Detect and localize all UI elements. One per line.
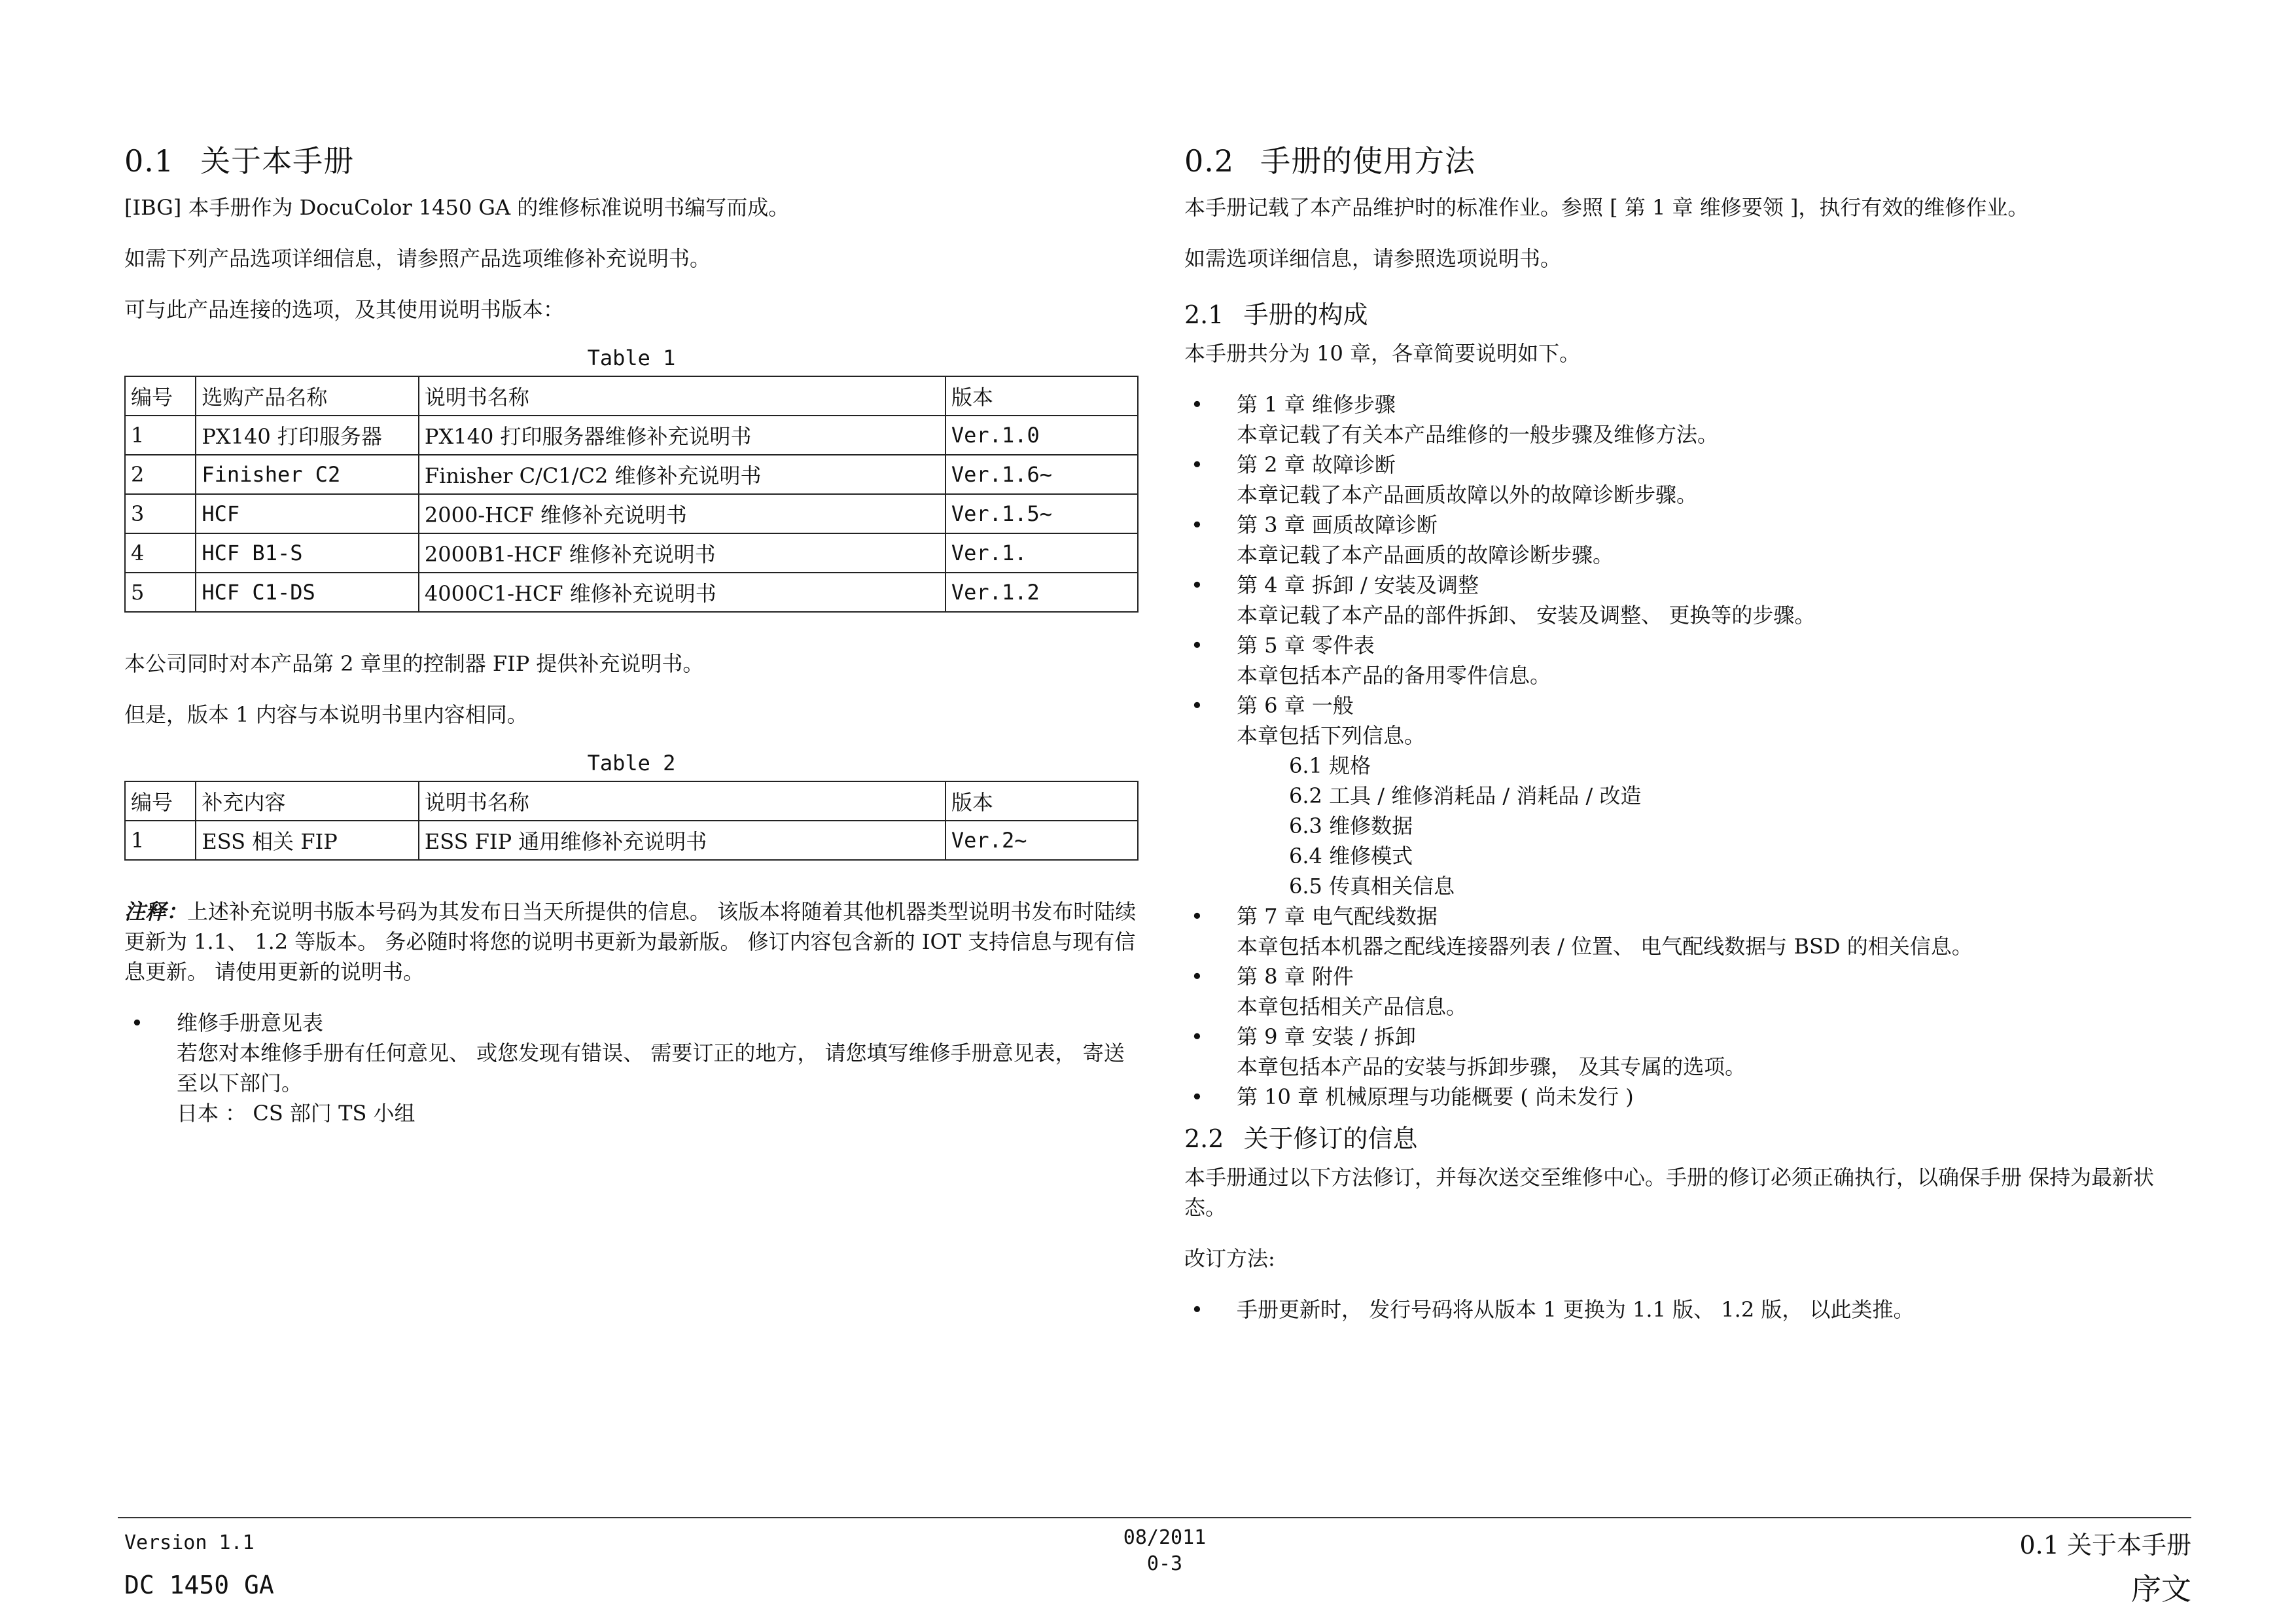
paragraph: 如需下列产品选项详细信息，请参照产品选项维修补充说明书。 [124,246,711,271]
right-column [1184,137,2192,1331]
table-cell: Ver.1.2 [945,573,1138,612]
table-cell: Ver.2~ [945,821,1138,860]
paragraph: [IBG] 本手册作为 DocuColor 1450 GA 的维修标准说明书编写而成。 [124,195,790,220]
subsection-heading-2-1 [1184,294,2192,330]
footer-chapter: 序文 [2131,1571,2191,1607]
list-item-title: 维修手册意见表 [177,1010,324,1035]
table-cell: HCF B1-S [196,533,419,573]
table-header-row [125,781,1138,821]
chapter-item [1184,570,2192,630]
options-table [124,376,1139,613]
table-row [125,821,1138,860]
table-cell: 2 [125,455,196,494]
chapter-desc: 本章记载了本产品画质的故障诊断步骤。 [1237,543,1614,567]
paragraph: 本公司同时对本产品第 2 章里的控制器 FIP 提供补充说明书。 [124,651,704,676]
section-heading-0-1 [124,137,1139,181]
table-header-cell: 版本 [945,781,1138,821]
section-title: 关于本手册 [200,143,355,179]
table-row [125,533,1138,573]
table-cell: 3 [125,494,196,533]
chapter-desc: 本章包括本机器之配线连接器列表 / 位置、 电气配线数据与 BSD 的相关信息。 [1237,934,1973,959]
paragraph: 改订方法: [1184,1246,1275,1271]
subsection-title: 关于修订的信息 [1243,1124,1418,1153]
table-cell: 5 [125,573,196,612]
bullet-icon: • [1191,633,1203,658]
table-header-cell: 说明书名称 [419,376,945,416]
chapter-title: 第 7 章 电气配线数据 [1237,904,1438,929]
chapter-desc: 本章包括本产品的备用零件信息。 [1237,663,1551,688]
chapter-list [1184,389,2192,1112]
chapter-desc: 本章记载了本产品的部件拆卸、 安装及调整、 更换等的步骤。 [1237,603,1816,628]
left-column [124,137,1139,1135]
bullet-icon: • [1191,1297,1203,1322]
section-number: 0.1 [124,143,175,179]
list-item [124,1008,1139,1128]
chapter-item [1184,1082,2192,1112]
chapter-subitem: 6.1 规格 [1289,753,1371,778]
chapter-subitem: 6.4 维修模式 [1289,844,1413,868]
table-cell: 4 [125,533,196,573]
table-cell: 2000B1-HCF 维修补充说明书 [419,533,945,573]
chapter-desc: 本章记载了本产品画质故障以外的故障诊断步骤。 [1237,482,1698,507]
table-cell: Ver.1.6~ [945,455,1138,494]
table-header-cell: 版本 [945,376,1138,416]
chapter-subitem: 6.3 维修数据 [1289,813,1413,838]
chapter-subitem: 6.2 工具 / 维修消耗品 / 消耗品 / 改造 [1289,783,1642,808]
table-cell: ESS 相关 FIP [196,821,419,860]
bullet-icon: • [1191,1084,1203,1109]
note-text: 上述补充说明书版本号码为其发布日当天所提供的信息。 该版本将随着其他机器类型说明书发布时陆续更新为 1.1、 1.2 等版本。 务必随时将您的说明书更新为最新版。 修订内容包含新的 IOT 支持信息与现有信息更新。 请使用更新的说明书。 [124,899,1137,984]
supplement-table [124,781,1139,861]
chapter-item [1184,450,2192,510]
table-cell: 2000-HCF 维修补充说明书 [419,494,945,533]
list-item [1184,1294,2192,1325]
bullet-icon: • [1191,512,1203,537]
subsection-heading-2-2 [1184,1118,2192,1154]
section-heading-0-2 [1184,137,2192,181]
chapter-desc: 本章包括相关产品信息。 [1237,994,1468,1019]
table-header-cell: 编号 [125,376,196,416]
chapter-item [1184,690,2192,901]
bullet-icon: • [1191,573,1203,597]
subsection-number: 2.1 [1184,300,1224,329]
chapter-title: 第 10 章 机械原理与功能概要 ( 尚未发行 ) [1237,1084,1634,1109]
table-cell: HCF [196,494,419,533]
note-paragraph [124,897,1139,987]
chapter-item [1184,389,2192,450]
chapter-title: 第 6 章 一般 [1237,693,1354,718]
table-header-cell: 补充内容 [196,781,419,821]
bullet-icon: • [1191,693,1203,718]
table-caption: Table 2 [587,751,676,776]
table-cell: Finisher C2 [196,455,419,494]
table-row [125,416,1138,455]
note-label: 注释： [124,899,188,924]
subsection-title: 手册的构成 [1243,300,1368,329]
bullet-icon: • [1191,904,1203,929]
table-cell: Ver.1. [945,533,1138,573]
table-caption: Table 1 [587,346,676,370]
chapter-item [1184,961,2192,1022]
list-item-dept: 日本 ： CS 部门 TS 小组 [177,1101,415,1126]
table-cell: HCF C1-DS [196,573,419,612]
footer-divider [118,1517,2191,1518]
bullet-icon: • [131,1010,143,1035]
paragraph: 如需选项详细信息，请参照选项说明书。 [1184,246,1562,271]
chapter-item [1184,901,2192,961]
table-header-cell: 说明书名称 [419,781,945,821]
table-row [125,573,1138,612]
footer-page-number: 0-3 [1146,1552,1183,1575]
chapter-subitem: 6.5 传真相关信息 [1289,874,1455,899]
table-header-cell: 编号 [125,781,196,821]
footer-version: Version 1.1 [124,1531,255,1554]
chapter-item [1184,510,2192,570]
paragraph: 本手册共分为 10 章，各章简要说明如下。 [1184,341,1581,366]
footer-model: DC 1450 GA [124,1571,274,1599]
table-cell: 1 [125,821,196,860]
table-cell: ESS FIP 通用维修补充说明书 [419,821,945,860]
subsection-number: 2.2 [1184,1124,1224,1153]
paragraph: 但是，版本 1 内容与本说明书里内容相同。 [124,702,528,727]
table-cell: Ver.1.5~ [945,494,1138,533]
bullet-icon: • [1191,964,1203,989]
paragraph: 本手册记载了本产品维护时的标准作业。参照 [ 第 1 章 维修要领 ]，执行有效的维修作业。 [1184,195,2029,220]
footer-date: 08/2011 [1123,1526,1207,1549]
chapter-item [1184,630,2192,690]
bullet-icon: • [1191,452,1203,477]
bullet-icon: • [1191,1024,1203,1049]
list-item-text: 若您对本维修手册有任何意见、 或您发现有错误、 需要订正的地方， 请您填写维修手册意见表， 寄送至以下部门。 [177,1041,1125,1096]
chapter-item [1184,1022,2192,1082]
table-cell: Finisher C/C1/C2 维修补充说明书 [419,455,945,494]
table-row [125,494,1138,533]
feedback-list [124,1008,1139,1128]
table-header-cell: 选购产品名称 [196,376,419,416]
paragraph: 本手册通过以下方法修订，并每次送交至维修中心。手册的修订必须正确执行，以确保手册 保持为最新状态。 [1184,1165,2155,1220]
chapter-title: 第 9 章 安装 / 拆卸 [1237,1024,1417,1049]
chapter-title: 第 2 章 故障诊断 [1237,452,1396,477]
chapter-desc: 本章包括本产品的安装与拆卸步骤， 及其专属的选项。 [1237,1054,1746,1079]
footer-section: 0.1 关于本手册 [2019,1531,2191,1560]
chapter-title: 第 3 章 画质故障诊断 [1237,512,1438,537]
table-cell: PX140 打印服务器维修补充说明书 [419,416,945,455]
paragraph: 可与此产品连接的选项，及其使用说明书版本： [124,297,565,322]
table-row [125,455,1138,494]
revision-list [1184,1294,2192,1325]
section-number: 0.2 [1184,143,1235,179]
section-title: 手册的使用方法 [1260,143,1476,179]
chapter-title: 第 5 章 零件表 [1237,633,1375,658]
table-header-row [125,376,1138,416]
chapter-desc: 本章记载了有关本产品维修的一般步骤及维修方法。 [1237,422,1719,447]
chapter-title: 第 4 章 拆卸 / 安装及调整 [1237,573,1479,597]
table-cell: 4000C1-HCF 维修补充说明书 [419,573,945,612]
chapter-title: 第 1 章 维修步骤 [1237,392,1396,417]
bullet-icon: • [1191,392,1203,417]
chapter-title: 第 8 章 附件 [1237,964,1354,989]
table-cell: Ver.1.0 [945,416,1138,455]
table-cell: PX140 打印服务器 [196,416,419,455]
list-item-text: 手册更新时， 发行号码将从版本 1 更换为 1.1 版、 1.2 版， 以此类推。 [1237,1297,1915,1322]
chapter-desc: 本章包括下列信息。 [1237,723,1426,748]
table-cell: 1 [125,416,196,455]
